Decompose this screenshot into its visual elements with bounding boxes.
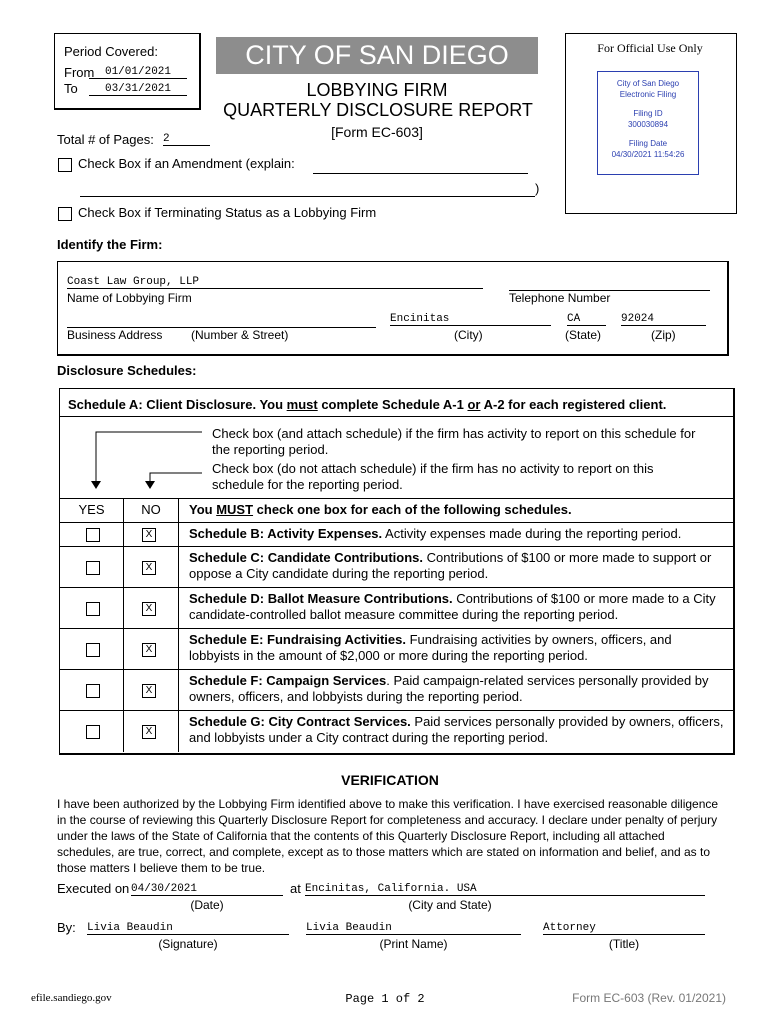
zip-label: (Zip) bbox=[651, 328, 676, 342]
schedule-title: Schedule E: Fundraising Activities. bbox=[189, 632, 406, 647]
schedule-no-checkbox[interactable]: X bbox=[142, 725, 156, 739]
schedule-desc: . Paid campaign-related services personally provided by owners, officers, and lobbyists during the reporting period. bbox=[189, 673, 709, 704]
schedule-description bbox=[189, 673, 724, 705]
date-caption: (Date) bbox=[190, 898, 224, 912]
schedule-desc: Contributions of $100 or more made to support or oppose a City candidate during the reporting period. bbox=[189, 550, 712, 581]
schedule-yes-checkbox[interactable] bbox=[86, 561, 100, 575]
terminating-checkbox[interactable] bbox=[58, 207, 72, 221]
disclosure-heading: Disclosure Schedules: bbox=[57, 363, 197, 378]
footer-page-number: Page 1 of 2 bbox=[345, 992, 425, 1006]
footer-form-revision: Form EC-603 (Rev. 01/2021) bbox=[572, 991, 726, 1005]
schedule-description bbox=[189, 714, 724, 746]
schedule-title: Schedule C: Candidate Contributions. bbox=[189, 550, 424, 565]
stamp-filing-id: 300030894 bbox=[627, 120, 669, 129]
schedule-row-divider bbox=[60, 669, 733, 670]
title-caption: (Title) bbox=[608, 937, 640, 951]
number-street-label: (Number & Street) bbox=[191, 328, 289, 342]
period-from-label: From bbox=[64, 65, 95, 80]
schedule-title: Schedule D: Ballot Measure Contributions. bbox=[189, 591, 453, 606]
amendment-explain-line2[interactable] bbox=[80, 195, 535, 197]
business-address-value[interactable] bbox=[67, 313, 376, 328]
schedule-desc: Contributions of $100 or more made to a City candidate-controlled ballot measure committee during the reporting period. bbox=[189, 591, 716, 622]
schedule-yes-checkbox[interactable] bbox=[86, 684, 100, 698]
schedule-title: Schedule G: City Contract Services. bbox=[189, 714, 411, 729]
schedule-row-divider bbox=[60, 522, 733, 523]
period-covered-label: Period Covered: bbox=[64, 44, 158, 59]
total-pages-label: Total # of Pages: bbox=[57, 132, 154, 147]
period-from-value[interactable]: 01/01/2021 bbox=[89, 66, 187, 79]
stamp-filing-date: 04/30/2021 11:54:26 bbox=[611, 150, 685, 159]
firm-name-label: Name of Lobbying Firm bbox=[67, 291, 192, 305]
schedule-no-checkbox[interactable]: X bbox=[142, 528, 156, 542]
yes-header: YES bbox=[78, 502, 105, 517]
signature-value[interactable]: Livia Beaudin bbox=[87, 922, 289, 935]
print-name-value[interactable]: Livia Beaudin bbox=[306, 922, 521, 935]
schedule-row-divider bbox=[60, 587, 733, 588]
verification-heading: VERIFICATION bbox=[341, 772, 439, 788]
executed-label: Executed on bbox=[57, 881, 130, 896]
schedule-row-divider bbox=[60, 710, 733, 711]
schedule-description bbox=[189, 550, 724, 582]
schedule-no-checkbox[interactable]: X bbox=[142, 684, 156, 698]
print-name-caption: (Print Name) bbox=[379, 937, 448, 951]
executed-date[interactable]: 04/30/2021 bbox=[131, 883, 283, 896]
telephone-label: Telephone Number bbox=[509, 291, 611, 305]
city-state-caption: (City and State) bbox=[408, 898, 492, 912]
must-pre: You bbox=[189, 502, 217, 517]
total-pages-value[interactable]: 2 bbox=[163, 133, 210, 146]
schedule-a-divider bbox=[60, 416, 733, 417]
schedule-yes-checkbox[interactable] bbox=[86, 602, 100, 616]
title-value[interactable]: Attorney bbox=[543, 922, 705, 935]
form-title-line2: QUARTERLY DISCLOSURE REPORT bbox=[223, 100, 533, 120]
at-label: at bbox=[290, 881, 301, 896]
stamp-filing-id-label: Filing ID bbox=[633, 109, 663, 118]
telephone-value[interactable] bbox=[509, 276, 710, 291]
schedule-row-divider bbox=[60, 628, 733, 629]
state-label: (State) bbox=[565, 328, 602, 342]
firm-name-value[interactable]: Coast Law Group, LLP bbox=[67, 276, 483, 289]
schedule-yes-checkbox[interactable] bbox=[86, 725, 100, 739]
header-row-top bbox=[60, 498, 733, 499]
schedule-a-post: A-2 for each registered client. bbox=[480, 397, 667, 412]
amendment-label: Check Box if an Amendment (explain: bbox=[78, 156, 295, 171]
zip-value[interactable]: 92024 bbox=[621, 313, 706, 326]
no-arrow bbox=[150, 473, 202, 485]
execution-location[interactable]: Encinitas, California. USA bbox=[305, 883, 705, 896]
city-label: (City) bbox=[454, 328, 483, 342]
no-header: NO bbox=[141, 502, 161, 517]
schedule-a-must: must bbox=[286, 397, 318, 412]
must-instruction bbox=[189, 502, 572, 517]
period-to-label: To bbox=[64, 81, 78, 96]
schedule-title: Schedule B: Activity Expenses. bbox=[189, 526, 383, 541]
must-word: MUST bbox=[216, 502, 254, 517]
footer-website: efile.sandiego.gov bbox=[31, 992, 112, 1004]
form-number: [Form EC-603] bbox=[331, 124, 423, 140]
no-arrow-head bbox=[145, 481, 155, 489]
amendment-close-paren: ) bbox=[535, 181, 540, 196]
instruction-yes: Check box (and attach schedule) if the firm has activity to report on this schedule for the reporting period. bbox=[212, 426, 696, 457]
schedule-description bbox=[189, 591, 724, 623]
yes-column-divider bbox=[123, 498, 124, 752]
schedule-a-pre: Schedule A: Client Disclosure. You bbox=[68, 397, 287, 412]
yes-arrow bbox=[96, 432, 202, 485]
no-column-divider bbox=[178, 498, 179, 752]
schedule-row-divider bbox=[60, 546, 733, 547]
form-title-line1: LOBBYING FIRM bbox=[306, 80, 448, 100]
schedule-desc: Fundraising activities by owners, officers, and lobbyists in the amount of $2,000 or more during the reporting period. bbox=[189, 632, 672, 663]
city-banner: CITY OF SAN DIEGO bbox=[216, 37, 538, 74]
official-use-label: For Official Use Only bbox=[597, 41, 703, 55]
period-to-value[interactable]: 03/31/2021 bbox=[89, 83, 187, 96]
terminating-label: Check Box if Terminating Status as a Lobbying Firm bbox=[78, 205, 377, 220]
verification-text: I have been authorized by the Lobbying Firm identified above to make this verification. I have exercised reasonable diligence in the course of reviewing this Quarterly Disclosure Report for completeness and accuracy. I declare under penalty of perjury under the laws of the State of California that the contents of this Quarterly Disclosure Report, including all attached schedules, are true, correct, and complete, except as to those matters which are stated on information and belief, and as to those matters I believe them to be true. bbox=[57, 797, 719, 875]
yes-arrow-head bbox=[91, 481, 101, 489]
schedule-description bbox=[189, 632, 724, 664]
schedule-a-or: or bbox=[467, 397, 481, 412]
business-address-label: Business Address bbox=[67, 328, 163, 342]
stamp-filing-date-label: Filing Date bbox=[628, 139, 668, 148]
schedule-title: Schedule F: Campaign Services bbox=[189, 673, 387, 688]
stamp-electronic: Electronic Filing bbox=[619, 90, 677, 99]
by-label: By: bbox=[57, 920, 76, 935]
city-value[interactable]: Encinitas bbox=[390, 313, 551, 326]
state-value[interactable]: CA bbox=[567, 313, 606, 326]
schedule-no-checkbox[interactable]: X bbox=[142, 561, 156, 575]
stamp-city: City of San Diego bbox=[616, 79, 680, 88]
schedule-yes-checkbox[interactable] bbox=[86, 643, 100, 657]
schedule-a-line bbox=[68, 397, 666, 412]
schedule-desc: Activity expenses made during the reporting period. bbox=[382, 526, 682, 541]
amendment-checkbox[interactable] bbox=[58, 158, 72, 172]
schedule-yes-checkbox[interactable] bbox=[86, 528, 100, 542]
schedule-desc: Paid services personally provided by owners, officers, and lobbyists under a City contract during the reporting period. bbox=[189, 714, 724, 745]
instruction-no: Check box (do not attach schedule) if the firm has no activity to report on this schedule for the reporting period. bbox=[212, 461, 654, 492]
schedule-a-mid: complete Schedule A-1 bbox=[317, 397, 468, 412]
schedule-description bbox=[189, 526, 724, 542]
electronic-filing-stamp bbox=[597, 71, 699, 175]
instruction-arrows bbox=[80, 425, 210, 497]
amendment-explain-line1[interactable] bbox=[313, 172, 528, 174]
identify-heading: Identify the Firm: bbox=[57, 237, 163, 252]
schedule-no-checkbox[interactable]: X bbox=[142, 602, 156, 616]
schedule-no-checkbox[interactable]: X bbox=[142, 643, 156, 657]
signature-caption: (Signature) bbox=[158, 937, 218, 951]
must-post: check one box for each of the following schedules. bbox=[253, 502, 572, 517]
